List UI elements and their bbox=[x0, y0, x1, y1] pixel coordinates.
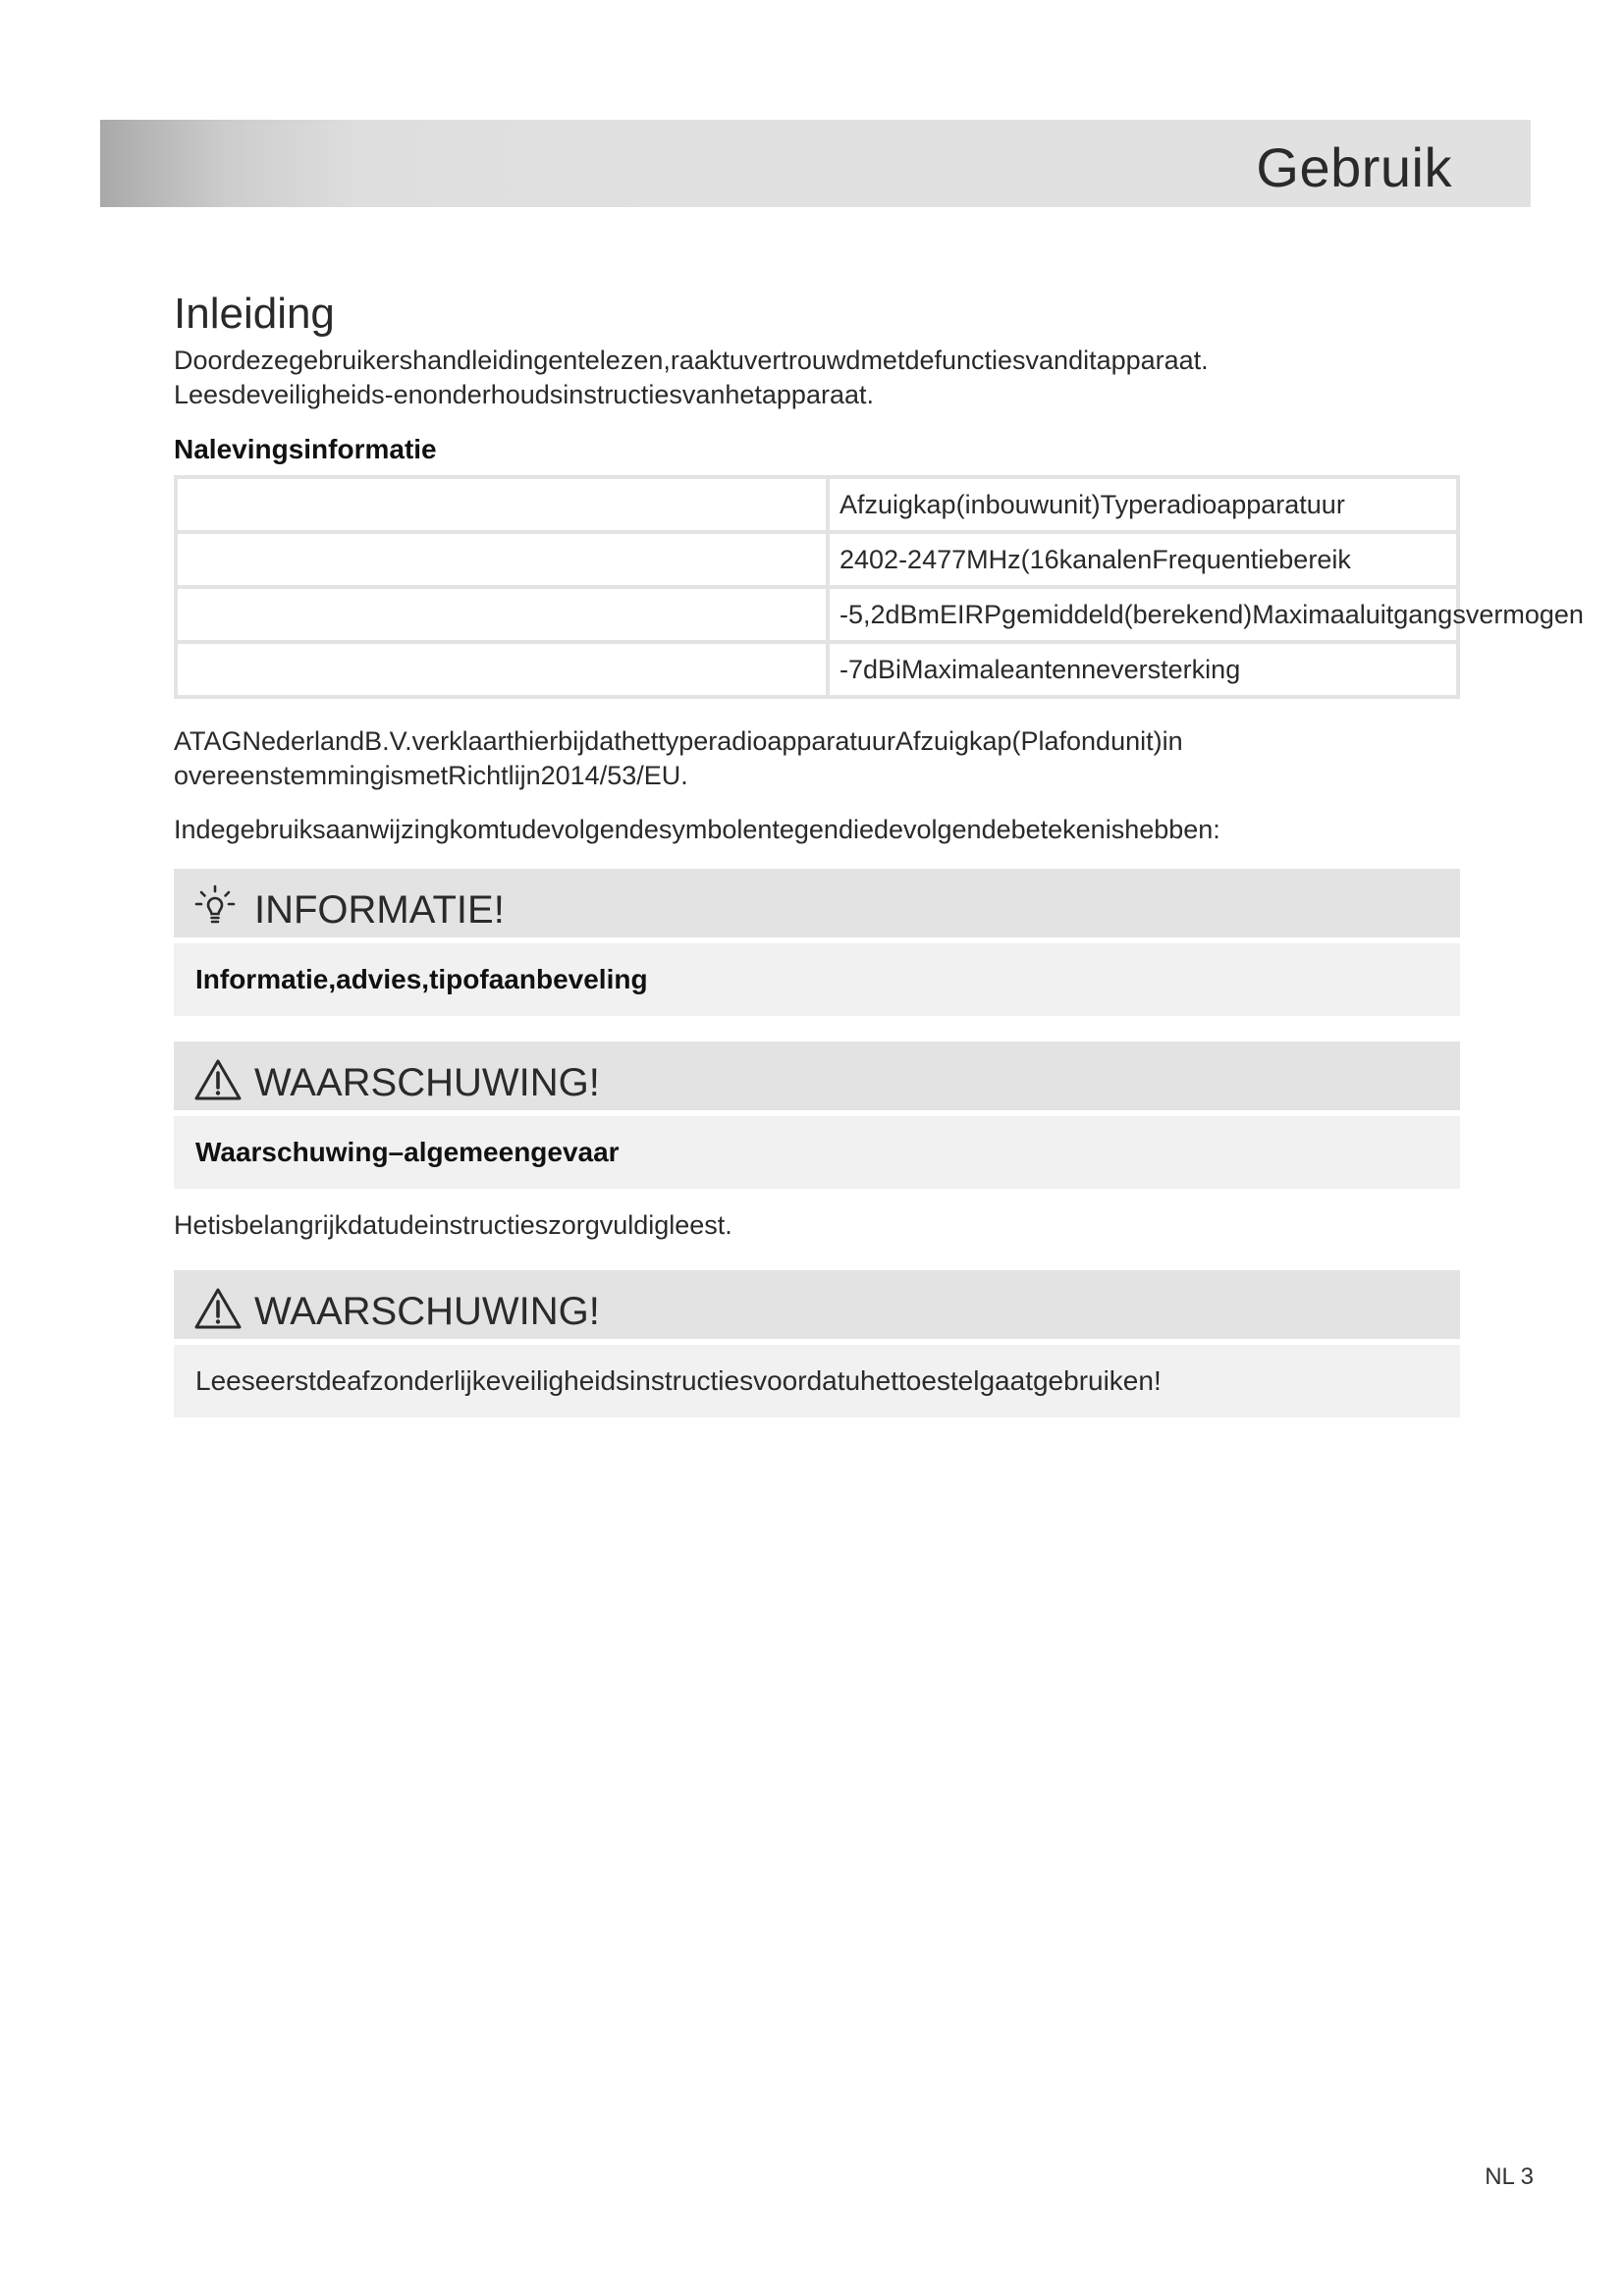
symbols-intro: Indegebruiksaanwijzingkomtudevolgendesymbolentegendiedevolgendebetekenishebben: bbox=[174, 815, 1220, 844]
table-cell-label bbox=[176, 532, 828, 587]
info-notice bbox=[174, 869, 1460, 1016]
warning-notice-title: WAARSCHUWING! bbox=[254, 1061, 600, 1104]
table-cell-value: -7dBiMaximaleantenneversterking bbox=[828, 642, 1458, 697]
info-notice-header bbox=[174, 869, 1460, 937]
section-title: Gebruik bbox=[1256, 136, 1452, 198]
table-row bbox=[176, 532, 1458, 587]
info-notice-title: INFORMATIE! bbox=[254, 888, 505, 932]
table-row bbox=[176, 477, 1458, 532]
table-cell-value: 2402-2477MHz(16kanalenFrequentiebereik bbox=[828, 532, 1458, 587]
table-cell-value: -5,2dBmEIRPgemiddeld(berekend)Maximaaluitgangsvermogen bbox=[828, 587, 1458, 642]
table-row bbox=[176, 642, 1458, 697]
warning-notice-header bbox=[174, 1041, 1460, 1110]
declaration-line-1: ATAGNederlandB.V.verklaarthierbijdathettyperadioapparatuurAfzuigkap(Plafondunit)in bbox=[174, 726, 1183, 756]
table-cell-label bbox=[176, 477, 828, 532]
table-row bbox=[176, 587, 1458, 642]
important-text: Hetisbelangrijkdatudeinstructieszorgvuldigleest. bbox=[174, 1210, 732, 1240]
final-warning-notice bbox=[174, 1270, 1460, 1417]
header-band bbox=[100, 120, 1531, 207]
warning-notice bbox=[174, 1041, 1460, 1189]
compliance-table bbox=[174, 475, 1584, 699]
page-content bbox=[174, 285, 1584, 1417]
compliance-heading: Nalevingsinformatie bbox=[174, 434, 437, 464]
page-number: NL 3 bbox=[1485, 2163, 1534, 2190]
final-warning-header bbox=[174, 1270, 1460, 1339]
lightbulb-icon bbox=[193, 884, 243, 932]
intro-line-2: Leesdeveiligheids-enonderhoudsinstructiesvanhetapparaat. bbox=[174, 380, 874, 409]
warning-triangle-icon bbox=[193, 1057, 243, 1104]
warning-triangle-icon bbox=[193, 1286, 243, 1333]
final-warning-title: WAARSCHUWING! bbox=[254, 1290, 600, 1333]
table-cell-label bbox=[176, 587, 828, 642]
table-cell-value: Afzuigkap(inbouwunit)Typeradioapparatuur bbox=[828, 477, 1458, 532]
declaration-line-2: overeenstemmingismetRichtlijn2014/53/EU. bbox=[174, 761, 688, 790]
table-cell-label bbox=[176, 642, 828, 697]
intro-line-1: Doordezegebruikershandleidingentelezen,raaktuvertrouwdmetdefunctiesvanditapparaat. bbox=[174, 346, 1209, 375]
declaration bbox=[174, 724, 1460, 793]
warning-notice-body: Waarschuwing–algemeengevaar bbox=[174, 1116, 1460, 1189]
info-notice-body: Informatie,advies,tipofaanbeveling bbox=[174, 943, 1460, 1016]
intro-heading: Inleiding bbox=[174, 290, 335, 338]
final-warning-body: Leeseerstdeafzonderlijkeveiligheidsinstructiesvoordatuhettoestelgaatgebruiken! bbox=[174, 1345, 1460, 1417]
